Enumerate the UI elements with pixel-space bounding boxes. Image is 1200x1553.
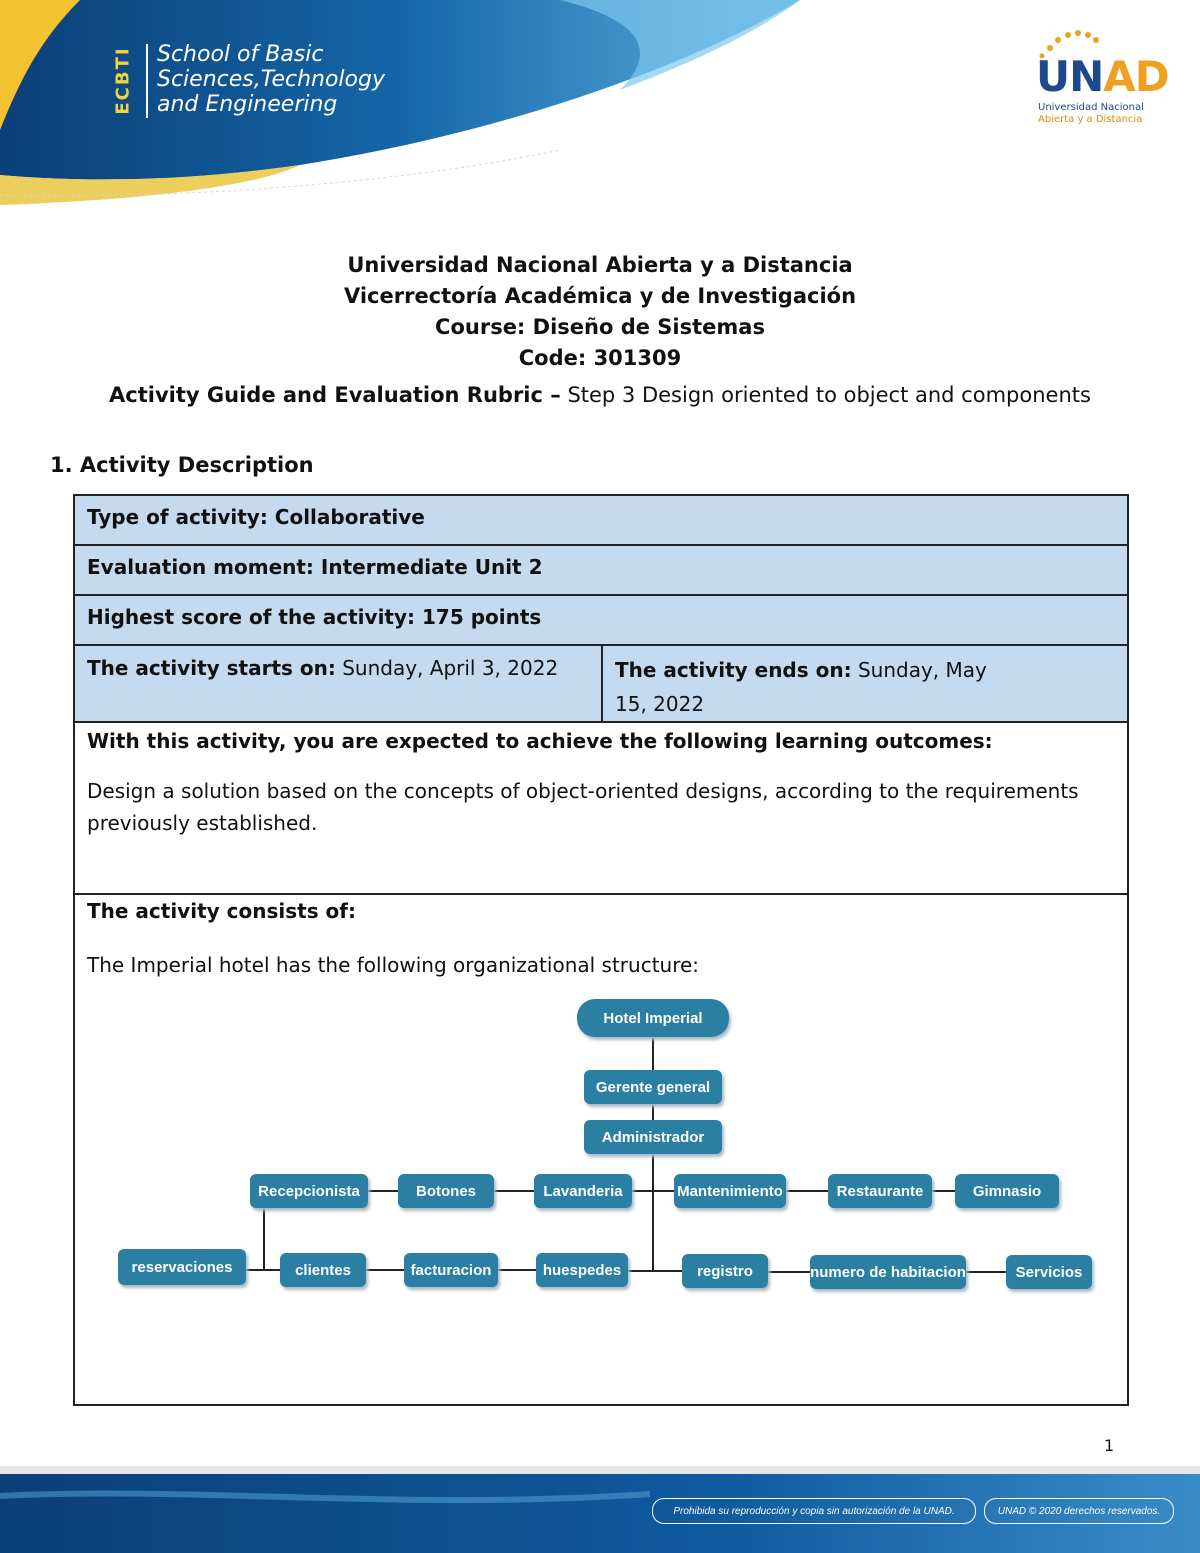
org-node-reservaciones: reservaciones xyxy=(118,1249,246,1285)
org-node-root: Hotel Imperial xyxy=(577,999,729,1037)
org-node-botones: Botones xyxy=(398,1174,494,1208)
consists-title: The activity consists of: xyxy=(87,899,356,923)
highest-score: Highest score of the activity: 175 points xyxy=(87,605,542,629)
logo-ad: AD xyxy=(1103,52,1169,101)
course-title: Course: Diseño de Sistemas xyxy=(435,315,765,339)
logo-subtitle-2: Abierta y a Distancia xyxy=(1038,114,1143,125)
type-of-activity: Type of activity: Collaborative xyxy=(87,505,425,529)
org-node-restaurante: Restaurante xyxy=(828,1174,932,1208)
consists-text: The Imperial hotel has the following organizational structure: xyxy=(87,953,700,977)
school-line-1: School of Basic xyxy=(157,42,324,67)
org-node-facturacion: facturacion xyxy=(404,1253,498,1287)
university-title: Universidad Nacional Abierta y a Distancia xyxy=(347,253,853,277)
guide-title-bold: Activity Guide and Evaluation Rubric – xyxy=(109,383,561,407)
school-line-3: and Engineering xyxy=(157,92,338,117)
org-node-huespedes: huespedes xyxy=(536,1253,628,1287)
org-node-gimnasio: Gimnasio xyxy=(955,1174,1059,1208)
evaluation-moment: Evaluation moment: Intermediate Unit 2 xyxy=(87,555,543,579)
ecbti-text: ECBTI xyxy=(112,46,134,115)
school-line-2: Sciences,Technology xyxy=(157,67,385,92)
org-node-administrador: Administrador xyxy=(584,1120,722,1154)
outcomes-text: Design a solution based on the concepts of object-oriented designs, according to the requirements previously established. xyxy=(87,779,1079,835)
starts-label: The activity starts on: xyxy=(87,656,336,680)
ends-value: Sunday, May 15, 2022 xyxy=(615,658,987,716)
course-code: Code: 301309 xyxy=(518,346,682,370)
org-node-registro: registro xyxy=(682,1254,768,1288)
starts-value: Sunday, April 3, 2022 xyxy=(335,656,559,680)
org-node-recepcionista: Recepcionista xyxy=(250,1174,368,1208)
footer-copy-notice: Prohibida su reproducción y copia sin autorización de la UNAD. xyxy=(652,1498,976,1524)
org-node-lavanderia: Lavanderia xyxy=(534,1174,632,1208)
org-node-servicios: Servicios xyxy=(1006,1255,1092,1289)
org-node-clientes: clientes xyxy=(280,1253,366,1287)
section-heading: 1. Activity Description xyxy=(50,453,314,477)
org-node-numero-habitacion: numero de habitacion xyxy=(810,1255,966,1289)
ends-label: The activity ends on: xyxy=(615,658,852,682)
org-node-mantenimiento: Mantenimiento xyxy=(674,1174,786,1208)
page-number: 1 xyxy=(1104,1436,1115,1455)
org-node-gerente: Gerente general xyxy=(584,1070,722,1104)
logo-un: UN xyxy=(1036,52,1104,101)
guide-title-rest: Step 3 Design oriented to object and components xyxy=(560,383,1091,407)
logo-subtitle-1: Universidad Nacional xyxy=(1038,102,1144,113)
vice-rectorate-title: Vicerrectoría Académica y de Investigación xyxy=(343,284,857,308)
outcomes-title: With this activity, you are expected to achieve the following learning outcomes: xyxy=(87,729,993,753)
footer-copyright: UNAD © 2020 derechos reservados. xyxy=(984,1498,1174,1524)
